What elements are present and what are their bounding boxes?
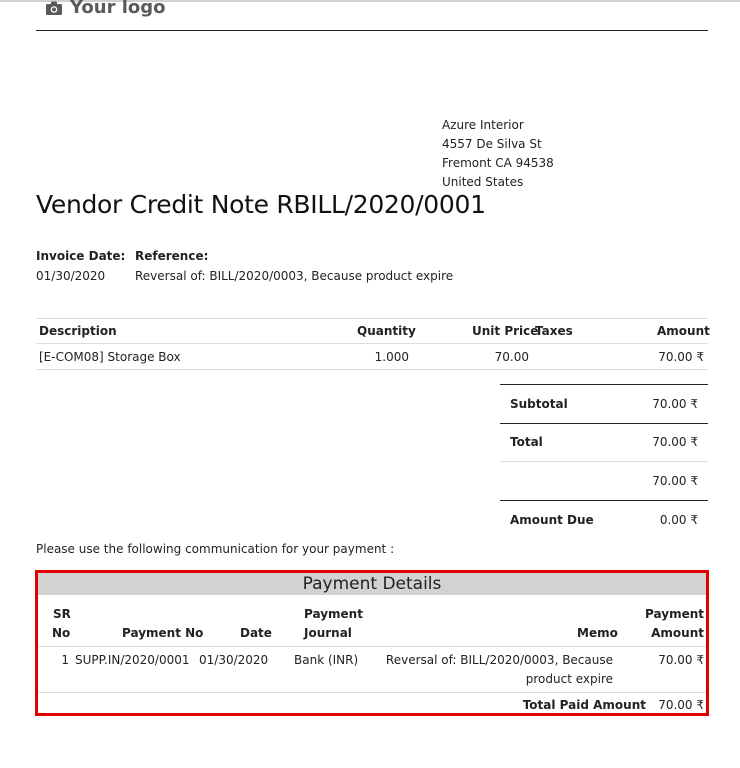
pd-header-journal-line1: Payment [304, 607, 363, 621]
line-description: [E-COM08] Storage Box [39, 350, 181, 364]
pd-header-journal-line2: Journal [304, 626, 352, 640]
pd-total-value: 70.00 ₹ [658, 698, 704, 712]
lines-header-divider [36, 343, 708, 344]
pd-row-divider [38, 692, 706, 693]
camera-icon [46, 1, 62, 15]
pd-row-sr: 1 [61, 653, 69, 667]
extra-top-border [500, 461, 708, 462]
pd-header-no: No [52, 626, 71, 640]
pd-total-label: Total Paid Amount [522, 698, 646, 712]
pd-row-journal: Bank (INR) [294, 653, 359, 667]
col-header-quantity: Quantity [357, 324, 416, 338]
address-country: United States [442, 175, 524, 189]
line-amount: 70.00 ₹ [658, 350, 704, 364]
col-header-description: Description [39, 324, 117, 338]
document-title: Vendor Credit Note RBILL/2020/0001 [36, 190, 486, 219]
pd-row-date: 01/30/2020 [199, 653, 269, 667]
pd-header-date: Date [240, 626, 272, 640]
reference-value: Reversal of: BILL/2020/0003, Because product expire [135, 269, 454, 283]
address-city: Fremont CA 94538 [442, 156, 554, 170]
total-top-border [500, 423, 708, 424]
pd-row-memo-line2: product expire [525, 672, 613, 686]
pd-header-amount-line1: Payment [645, 607, 704, 621]
company-logo [46, 0, 166, 18]
pd-header-divider [38, 646, 706, 647]
payment-details-title: Payment Details [38, 573, 706, 595]
header-divider [36, 30, 708, 31]
line-unit-price: 70.00 [494, 350, 529, 364]
invoice-date-label: Invoice Date: [36, 249, 126, 263]
lines-table-top-border [36, 318, 708, 319]
subtotal-label: Subtotal [510, 397, 568, 411]
amount-due-label: Amount Due [510, 513, 594, 527]
lines-row-divider [36, 369, 708, 370]
total-value: 70.00 ₹ [652, 435, 698, 449]
amount-due-value: 0.00 ₹ [659, 513, 698, 527]
pd-header-payment-no: Payment No [122, 626, 204, 640]
vendor-address [442, 116, 554, 192]
amount-due-top-border [500, 500, 708, 501]
address-street: 4557 De Silva St [442, 137, 542, 151]
logo-text: Your logo [70, 0, 166, 18]
col-header-unit-price: Unit Price [472, 324, 539, 338]
pd-row-memo-line1: Reversal of: BILL/2020/0003, Because [385, 653, 613, 667]
pd-row-amount: 70.00 ₹ [658, 653, 704, 667]
pd-header-memo: Memo [577, 626, 618, 640]
invoice-date-value: 01/30/2020 [36, 269, 106, 283]
payment-communication: Please use the following communication for your payment : [36, 542, 395, 556]
extra-value: 70.00 ₹ [652, 474, 698, 488]
col-header-taxes: Taxes [535, 324, 573, 338]
line-quantity: 1.000 [374, 350, 409, 364]
pd-row-payment-no: SUPP.IN/2020/0001 [75, 653, 190, 667]
reference-label: Reference: [135, 249, 209, 263]
pd-header-amount-line2: Amount [651, 626, 704, 640]
total-label: Total [510, 435, 543, 449]
subtotal-top-border [500, 384, 708, 385]
pd-header-sr: SR [53, 607, 71, 621]
subtotal-value: 70.00 ₹ [652, 397, 698, 411]
col-header-amount: Amount [657, 324, 710, 338]
address-name: Azure Interior [442, 118, 524, 132]
